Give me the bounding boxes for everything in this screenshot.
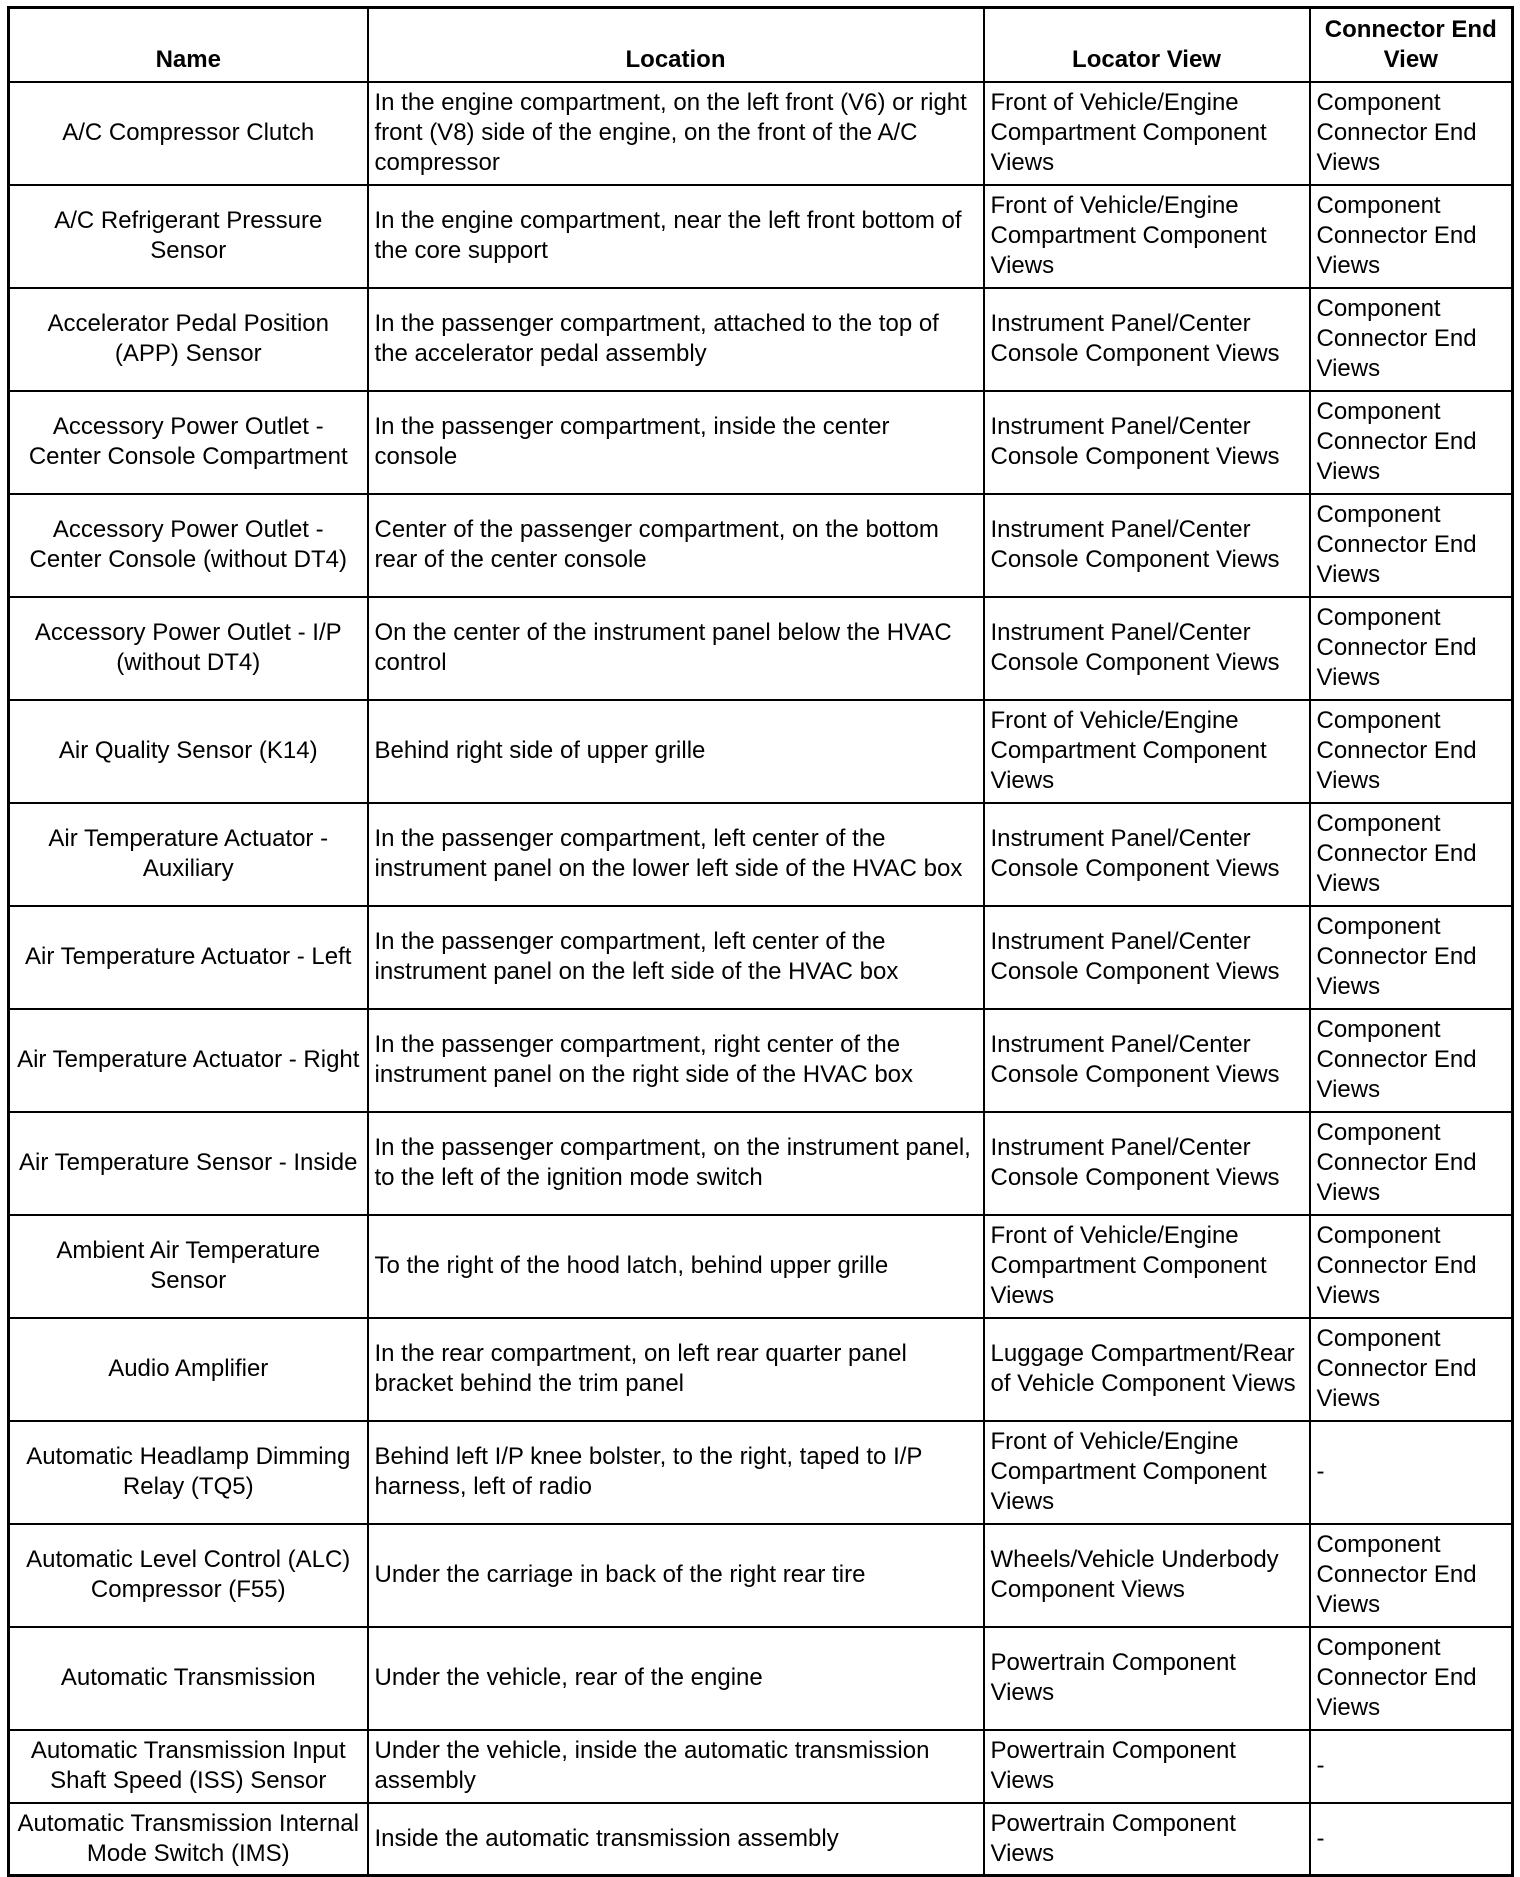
cell-connector-end-view: Component Connector End Views — [1310, 803, 1513, 906]
cell-name: Automatic Level Control (ALC) Compressor (F55) — [9, 1524, 368, 1627]
cell-locator-view: Instrument Panel/Center Console Component Views — [984, 597, 1310, 700]
cell-name: Accelerator Pedal Position (APP) Sensor — [9, 288, 368, 391]
table-row — [9, 185, 1513, 288]
cell-name: Air Temperature Actuator - Left — [9, 906, 368, 1009]
cell-location: In the passenger compartment, left center of the instrument panel on the left side of the HVAC box — [368, 906, 984, 1009]
cell-name: Accessory Power Outlet - Center Console Compartment — [9, 391, 368, 494]
component-locator-table — [7, 6, 1514, 1877]
cell-name: Air Temperature Sensor - Inside — [9, 1112, 368, 1215]
cell-location: In the passenger compartment, left center of the instrument panel on the lower left side of the HVAC box — [368, 803, 984, 906]
cell-name: Audio Amplifier — [9, 1318, 368, 1421]
cell-location: In the engine compartment, on the left front (V6) or right front (V8) side of the engine, on the front of the A/C compressor — [368, 82, 984, 185]
cell-connector-end-view: Component Connector End Views — [1310, 1318, 1513, 1421]
header-row — [9, 8, 1513, 82]
cell-locator-view: Instrument Panel/Center Console Component Views — [984, 391, 1310, 494]
header-connector-end-view: Connector End View — [1310, 8, 1513, 82]
cell-connector-end-view: Component Connector End Views — [1310, 1627, 1513, 1730]
table-row — [9, 1803, 1513, 1876]
cell-location: In the passenger compartment, inside the center console — [368, 391, 984, 494]
cell-locator-view: Front of Vehicle/Engine Compartment Component Views — [984, 185, 1310, 288]
cell-location: To the right of the hood latch, behind upper grille — [368, 1215, 984, 1318]
cell-connector-end-view: Component Connector End Views — [1310, 906, 1513, 1009]
cell-location: In the passenger compartment, attached to the top of the accelerator pedal assembly — [368, 288, 984, 391]
cell-locator-view: Powertrain Component Views — [984, 1730, 1310, 1803]
table-row — [9, 82, 1513, 185]
table-row — [9, 700, 1513, 803]
cell-locator-view: Instrument Panel/Center Console Component Views — [984, 906, 1310, 1009]
cell-location: Inside the automatic transmission assembly — [368, 1803, 984, 1876]
cell-locator-view: Instrument Panel/Center Console Component Views — [984, 494, 1310, 597]
cell-name: Automatic Transmission — [9, 1627, 368, 1730]
cell-name: Accessory Power Outlet - I/P (without DT4) — [9, 597, 368, 700]
cell-location: Center of the passenger compartment, on the bottom rear of the center console — [368, 494, 984, 597]
cell-location: Under the vehicle, rear of the engine — [368, 1627, 984, 1730]
cell-connector-end-view: Component Connector End Views — [1310, 82, 1513, 185]
cell-location: On the center of the instrument panel below the HVAC control — [368, 597, 984, 700]
cell-connector-end-view: Component Connector End Views — [1310, 597, 1513, 700]
header-locator-view: Locator View — [984, 8, 1310, 82]
cell-name: Automatic Transmission Internal Mode Switch (IMS) — [9, 1803, 368, 1876]
cell-name: Automatic Headlamp Dimming Relay (TQ5) — [9, 1421, 368, 1524]
cell-connector-end-view: Component Connector End Views — [1310, 1009, 1513, 1112]
table-row — [9, 494, 1513, 597]
header-name: Name — [9, 8, 368, 82]
component-locator-table-wrapper — [7, 6, 1511, 1877]
cell-name: Accessory Power Outlet - Center Console (without DT4) — [9, 494, 368, 597]
cell-name: Air Quality Sensor (K14) — [9, 700, 368, 803]
cell-locator-view: Powertrain Component Views — [984, 1803, 1310, 1876]
table-row — [9, 597, 1513, 700]
table-row — [9, 1318, 1513, 1421]
table-row — [9, 906, 1513, 1009]
cell-locator-view: Front of Vehicle/Engine Compartment Component Views — [984, 1421, 1310, 1524]
cell-locator-view: Instrument Panel/Center Console Component Views — [984, 803, 1310, 906]
table-row — [9, 1627, 1513, 1730]
cell-location: In the passenger compartment, on the instrument panel, to the left of the ignition mode switch — [368, 1112, 984, 1215]
cell-locator-view: Luggage Compartment/Rear of Vehicle Component Views — [984, 1318, 1310, 1421]
cell-connector-end-view: Component Connector End Views — [1310, 700, 1513, 803]
cell-connector-end-view: - — [1310, 1803, 1513, 1876]
cell-location: In the rear compartment, on left rear quarter panel bracket behind the trim panel — [368, 1318, 984, 1421]
table-row — [9, 1524, 1513, 1627]
cell-name: Air Temperature Actuator - Right — [9, 1009, 368, 1112]
cell-name: Air Temperature Actuator - Auxiliary — [9, 803, 368, 906]
cell-name: Automatic Transmission Input Shaft Speed (ISS) Sensor — [9, 1730, 368, 1803]
cell-connector-end-view: Component Connector End Views — [1310, 391, 1513, 494]
cell-locator-view: Front of Vehicle/Engine Compartment Component Views — [984, 82, 1310, 185]
header-location: Location — [368, 8, 984, 82]
cell-locator-view: Front of Vehicle/Engine Compartment Component Views — [984, 700, 1310, 803]
table-row — [9, 288, 1513, 391]
cell-location: Behind right side of upper grille — [368, 700, 984, 803]
cell-location: Under the vehicle, inside the automatic transmission assembly — [368, 1730, 984, 1803]
cell-location: In the engine compartment, near the left front bottom of the core support — [368, 185, 984, 288]
cell-locator-view: Powertrain Component Views — [984, 1627, 1310, 1730]
table-row — [9, 803, 1513, 906]
cell-locator-view: Front of Vehicle/Engine Compartment Component Views — [984, 1215, 1310, 1318]
cell-name: Ambient Air Temperature Sensor — [9, 1215, 368, 1318]
cell-locator-view: Instrument Panel/Center Console Component Views — [984, 1112, 1310, 1215]
cell-locator-view: Instrument Panel/Center Console Component Views — [984, 1009, 1310, 1112]
cell-connector-end-view: Component Connector End Views — [1310, 288, 1513, 391]
table-row — [9, 1730, 1513, 1803]
cell-connector-end-view: Component Connector End Views — [1310, 185, 1513, 288]
cell-locator-view: Wheels/Vehicle Underbody Component Views — [984, 1524, 1310, 1627]
table-row — [9, 1009, 1513, 1112]
cell-name: A/C Compressor Clutch — [9, 82, 368, 185]
cell-connector-end-view: Component Connector End Views — [1310, 1112, 1513, 1215]
cell-connector-end-view: Component Connector End Views — [1310, 1524, 1513, 1627]
cell-location: Under the carriage in back of the right rear tire — [368, 1524, 984, 1627]
cell-name: A/C Refrigerant Pressure Sensor — [9, 185, 368, 288]
cell-locator-view: Instrument Panel/Center Console Component Views — [984, 288, 1310, 391]
table-row — [9, 1215, 1513, 1318]
cell-connector-end-view: - — [1310, 1421, 1513, 1524]
cell-location: In the passenger compartment, right center of the instrument panel on the right side of the HVAC box — [368, 1009, 984, 1112]
cell-location: Behind left I/P knee bolster, to the right, taped to I/P harness, left of radio — [368, 1421, 984, 1524]
table-row — [9, 1421, 1513, 1524]
cell-connector-end-view: Component Connector End Views — [1310, 494, 1513, 597]
table-row — [9, 1112, 1513, 1215]
cell-connector-end-view: Component Connector End Views — [1310, 1215, 1513, 1318]
cell-connector-end-view: - — [1310, 1730, 1513, 1803]
table-row — [9, 391, 1513, 494]
